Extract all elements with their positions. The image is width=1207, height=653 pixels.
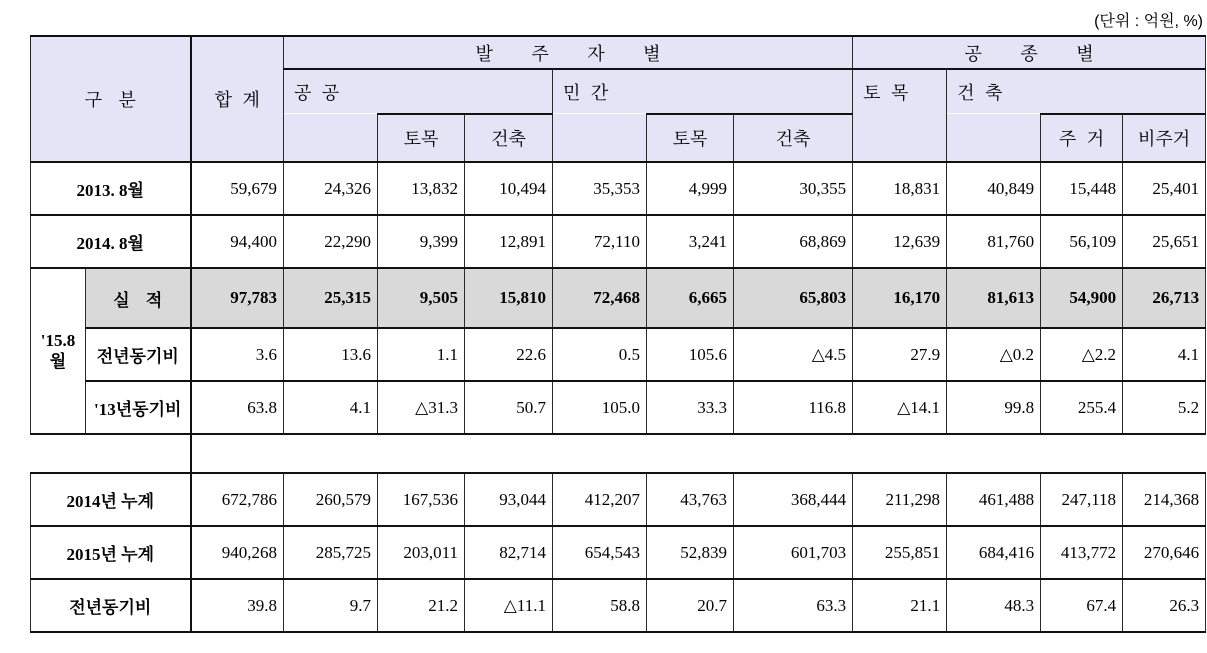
row-label-vs13: '13년동기비 bbox=[86, 381, 191, 434]
cell: 167,536 bbox=[378, 473, 465, 526]
cell: 97,783 bbox=[191, 268, 284, 328]
cell: 105.0 bbox=[553, 381, 647, 434]
cell: 940,268 bbox=[191, 526, 284, 579]
header-private: 민 간 bbox=[553, 69, 853, 114]
cell: 3,241 bbox=[647, 215, 734, 268]
cell: 25,651 bbox=[1123, 215, 1206, 268]
cell: △4.5 bbox=[734, 328, 853, 381]
cell: 22.6 bbox=[465, 328, 553, 381]
cell: 1.1 bbox=[378, 328, 465, 381]
cell: 4,999 bbox=[647, 162, 734, 215]
cell: 255,851 bbox=[853, 526, 947, 579]
header-residential: 주 거 bbox=[1041, 114, 1123, 162]
cell: 601,703 bbox=[734, 526, 853, 579]
cell: 105.6 bbox=[647, 328, 734, 381]
cell: △0.2 bbox=[947, 328, 1041, 381]
cell: 63.8 bbox=[191, 381, 284, 434]
header-public-civil: 토목 bbox=[378, 114, 465, 162]
cell: 48.3 bbox=[947, 579, 1041, 632]
cell: 6,665 bbox=[647, 268, 734, 328]
cell: 461,488 bbox=[947, 473, 1041, 526]
cell: 26.3 bbox=[1123, 579, 1206, 632]
header-building-total-blank bbox=[947, 114, 1041, 162]
cell: 72,468 bbox=[553, 268, 647, 328]
table-row bbox=[31, 328, 1206, 381]
row-label-actual: 실 적 bbox=[86, 268, 191, 328]
cell: 672,786 bbox=[191, 473, 284, 526]
cell: 67.4 bbox=[1041, 579, 1123, 632]
header-private-civil: 토목 bbox=[647, 114, 734, 162]
cell: △14.1 bbox=[853, 381, 947, 434]
cell: △11.1 bbox=[465, 579, 553, 632]
cell: 13,832 bbox=[378, 162, 465, 215]
header-by-worktype: 공 종 별 bbox=[853, 36, 1206, 69]
header-private-building: 건축 bbox=[734, 114, 853, 162]
cell: 65,803 bbox=[734, 268, 853, 328]
cell: 214,368 bbox=[1123, 473, 1206, 526]
header-worktype-building: 건 축 bbox=[947, 69, 1206, 114]
row-label-2014-08: 2014. 8월 bbox=[31, 215, 191, 268]
header-private-total-blank bbox=[553, 114, 647, 162]
cell: 247,118 bbox=[1041, 473, 1123, 526]
cell: 93,044 bbox=[465, 473, 553, 526]
cell: 81,760 bbox=[947, 215, 1041, 268]
cell: 72,110 bbox=[553, 215, 647, 268]
cell: 54,900 bbox=[1041, 268, 1123, 328]
row-label-2013-08: 2013. 8월 bbox=[31, 162, 191, 215]
cell: 368,444 bbox=[734, 473, 853, 526]
cell: 58.8 bbox=[553, 579, 647, 632]
cell: 22,290 bbox=[284, 215, 378, 268]
cell: 4.1 bbox=[1123, 328, 1206, 381]
cell: 18,831 bbox=[853, 162, 947, 215]
table-row bbox=[31, 162, 1206, 215]
cell: 24,326 bbox=[284, 162, 378, 215]
cell: 15,448 bbox=[1041, 162, 1123, 215]
cell: 255.4 bbox=[1041, 381, 1123, 434]
table-row bbox=[31, 215, 1206, 268]
cell: 10,494 bbox=[465, 162, 553, 215]
header-gubun: 구 분 bbox=[31, 36, 191, 162]
cell: 33.3 bbox=[647, 381, 734, 434]
header-total: 합 계 bbox=[191, 36, 284, 162]
cell: 21.1 bbox=[853, 579, 947, 632]
orders-statistics-table bbox=[30, 35, 1206, 633]
header-public: 공 공 bbox=[284, 69, 553, 114]
cell: 9,505 bbox=[378, 268, 465, 328]
cell: 35,353 bbox=[553, 162, 647, 215]
cell: 12,639 bbox=[853, 215, 947, 268]
row-label-cum-yoy: 전년동기비 bbox=[31, 579, 191, 632]
month-label-line1: '15.8 bbox=[40, 330, 76, 350]
cell: 20.7 bbox=[647, 579, 734, 632]
cell: 684,416 bbox=[947, 526, 1041, 579]
cell: 50.7 bbox=[465, 381, 553, 434]
cell: 116.8 bbox=[734, 381, 853, 434]
cell: 0.5 bbox=[553, 328, 647, 381]
table-row bbox=[31, 579, 1206, 632]
cell: △31.3 bbox=[378, 381, 465, 434]
table-row bbox=[31, 268, 1206, 328]
cell: 40,849 bbox=[947, 162, 1041, 215]
cell: 654,543 bbox=[553, 526, 647, 579]
cell: 9.7 bbox=[284, 579, 378, 632]
cell: 39.8 bbox=[191, 579, 284, 632]
cell: 15,810 bbox=[465, 268, 553, 328]
header-public-building: 건축 bbox=[465, 114, 553, 162]
cell: 16,170 bbox=[853, 268, 947, 328]
cell: 203,011 bbox=[378, 526, 465, 579]
cell: 27.9 bbox=[853, 328, 947, 381]
table-row bbox=[31, 473, 1206, 526]
cell: 211,298 bbox=[853, 473, 947, 526]
row-label-cum2014: 2014년 누계 bbox=[31, 473, 191, 526]
cell: 9,399 bbox=[378, 215, 465, 268]
cell: 13.6 bbox=[284, 328, 378, 381]
cell: 3.6 bbox=[191, 328, 284, 381]
cell: 25,401 bbox=[1123, 162, 1206, 215]
cell: 26,713 bbox=[1123, 268, 1206, 328]
header-nonresidential: 비주거 bbox=[1123, 114, 1206, 162]
cell: 25,315 bbox=[284, 268, 378, 328]
cell: 63.3 bbox=[734, 579, 853, 632]
header-by-orderer: 발 주 자 별 bbox=[284, 36, 853, 69]
header-public-total-blank bbox=[284, 114, 378, 162]
cell: 21.2 bbox=[378, 579, 465, 632]
cell: 5.2 bbox=[1123, 381, 1206, 434]
unit-note: (단위 : 억원, %) bbox=[1094, 13, 1203, 30]
cell: 413,772 bbox=[1041, 526, 1123, 579]
table-row bbox=[31, 381, 1206, 434]
spacer-row bbox=[31, 434, 1206, 473]
cell: 59,679 bbox=[191, 162, 284, 215]
cell: 81,613 bbox=[947, 268, 1041, 328]
cell: 270,646 bbox=[1123, 526, 1206, 579]
row-label-2015-08 bbox=[31, 268, 86, 434]
cell: 285,725 bbox=[284, 526, 378, 579]
cell: 99.8 bbox=[947, 381, 1041, 434]
cell: △2.2 bbox=[1041, 328, 1123, 381]
cell: 56,109 bbox=[1041, 215, 1123, 268]
cell: 412,207 bbox=[553, 473, 647, 526]
table-row bbox=[31, 526, 1206, 579]
cell: 82,714 bbox=[465, 526, 553, 579]
row-label-yoy: 전년동기비 bbox=[86, 328, 191, 381]
spacer-right bbox=[191, 434, 1206, 473]
cell: 94,400 bbox=[191, 215, 284, 268]
cell: 260,579 bbox=[284, 473, 378, 526]
cell: 68,869 bbox=[734, 215, 853, 268]
month-label-line2: 월 bbox=[49, 352, 67, 371]
spacer-left bbox=[31, 434, 191, 473]
row-label-cum2015: 2015년 누계 bbox=[31, 526, 191, 579]
cell: 43,763 bbox=[647, 473, 734, 526]
cell: 30,355 bbox=[734, 162, 853, 215]
header-worktype-civil: 토 목 bbox=[853, 69, 947, 162]
cell: 12,891 bbox=[465, 215, 553, 268]
cell: 4.1 bbox=[284, 381, 378, 434]
cell: 52,839 bbox=[647, 526, 734, 579]
